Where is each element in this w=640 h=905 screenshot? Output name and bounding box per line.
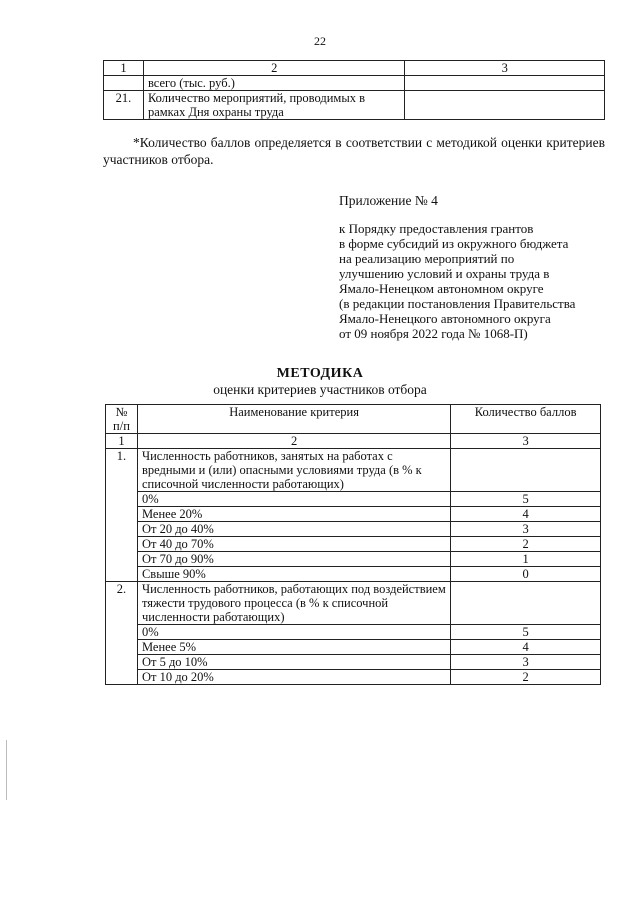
appendix-line: (в редакции постановления Правительства <box>339 296 576 311</box>
option-row <box>106 640 601 655</box>
option-score: 3 <box>451 522 601 537</box>
option-row <box>106 507 601 522</box>
appendix-line: улучшению условий и охраны труда в <box>339 266 550 281</box>
table-row <box>104 76 605 91</box>
col-number: 1 <box>106 434 138 449</box>
option-row <box>106 537 601 552</box>
criteria-table <box>105 404 601 685</box>
row-text: Количество мероприятий, проводимых в рамках Дня охраны труда <box>143 91 405 120</box>
option-label: Менее 20% <box>137 507 450 522</box>
option-score: 5 <box>451 625 601 640</box>
col-numbers-row <box>106 434 601 449</box>
option-score: 4 <box>451 640 601 655</box>
row-value <box>405 76 605 91</box>
option-row <box>106 492 601 507</box>
option-score: 2 <box>451 537 601 552</box>
criterion-num: 2. <box>106 582 138 685</box>
appendix-line: в форме субсидий из окружного бюджета <box>339 236 569 251</box>
appendix-line: на реализацию мероприятий по <box>339 251 515 266</box>
option-score: 1 <box>451 552 601 567</box>
table-row <box>104 91 605 120</box>
option-label: От 20 до 40% <box>137 522 450 537</box>
option-label: От 10 до 20% <box>137 670 450 685</box>
row-value <box>405 91 605 120</box>
criterion-num: 1. <box>106 449 138 582</box>
top-col-2: 2 <box>143 61 405 76</box>
header-score: Количество баллов <box>451 405 601 434</box>
option-score: 5 <box>451 492 601 507</box>
criterion-name: Численность работников, занятых на работах с вредными и (или) опасными условиями труда (в % к списочной численности работающих) <box>137 449 450 492</box>
appendix-title: Приложение № 4 <box>339 193 438 208</box>
appendix-body <box>339 221 609 341</box>
option-label: Свыше 90% <box>137 567 450 582</box>
option-row <box>106 567 601 582</box>
appendix-line: от 09 ноября 2022 года № 1068-П) <box>339 326 528 341</box>
top-table-header-row <box>104 61 605 76</box>
appendix-line: Ямало-Ненецкого автономного округа <box>339 311 551 326</box>
criterion-row <box>106 449 601 492</box>
criterion-score-empty <box>451 449 601 492</box>
top-table <box>103 60 605 120</box>
top-col-1: 1 <box>104 61 144 76</box>
option-score: 0 <box>451 567 601 582</box>
row-num <box>104 76 144 91</box>
header-num: № п/п <box>106 405 138 434</box>
appendix-line: к Порядку предоставления грантов <box>339 221 534 236</box>
methodology-title: МЕТОДИКА <box>276 366 364 381</box>
page-number: 22 <box>314 34 326 48</box>
row-num: 21. <box>104 91 144 120</box>
option-label: От 70 до 90% <box>137 552 450 567</box>
col-number: 2 <box>137 434 450 449</box>
option-row <box>106 552 601 567</box>
criteria-header-row <box>106 405 601 434</box>
option-label: От 40 до 70% <box>137 537 450 552</box>
criterion-row <box>106 582 601 625</box>
methodology-subtitle: оценки критериев участников отбора <box>213 382 427 397</box>
option-row <box>106 522 601 537</box>
option-row <box>106 655 601 670</box>
option-score: 4 <box>451 507 601 522</box>
option-row <box>106 625 601 640</box>
scan-edge-line <box>6 740 7 800</box>
option-score: 2 <box>451 670 601 685</box>
criterion-name: Численность работников, работающих под воздействием тяжести трудового процесса (в % к списочной численности работающих) <box>137 582 450 625</box>
option-label: 0% <box>137 625 450 640</box>
option-score: 3 <box>451 655 601 670</box>
option-label: 0% <box>137 492 450 507</box>
option-label: От 5 до 10% <box>137 655 450 670</box>
col-number: 3 <box>451 434 601 449</box>
option-label: Менее 5% <box>137 640 450 655</box>
criterion-score-empty <box>451 582 601 625</box>
option-row <box>106 670 601 685</box>
header-name: Наименование критерия <box>137 405 450 434</box>
row-text: всего (тыс. руб.) <box>143 76 405 91</box>
top-col-3: 3 <box>405 61 605 76</box>
appendix-line: Ямало-Ненецком автономном округе <box>339 281 544 296</box>
footnote: *Количество баллов определяется в соответствии с методикой оценки критериев участников отбора. <box>103 135 605 167</box>
